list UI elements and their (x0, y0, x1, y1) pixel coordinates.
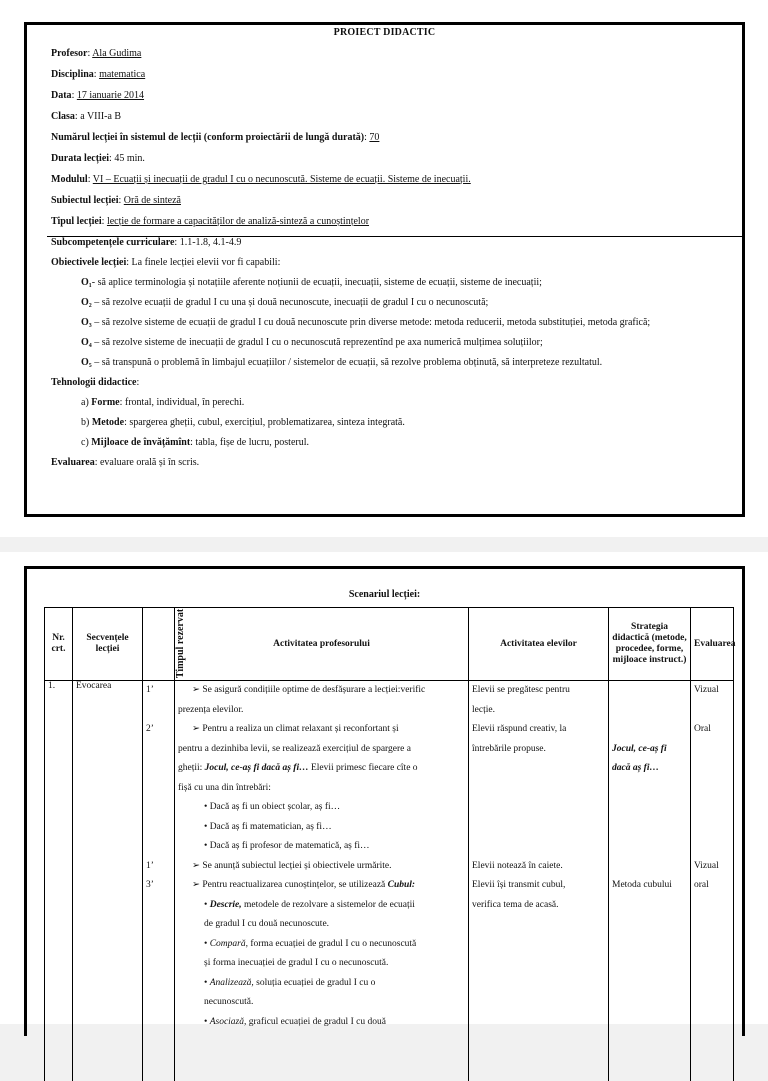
tech-label: Mijloace de învățămînt (91, 437, 190, 448)
tech-label: Metode (92, 417, 124, 428)
page-2 (0, 552, 768, 1024)
field-label: Clasa (51, 111, 75, 122)
teacher-text: Descrie, (210, 900, 242, 910)
time-line (146, 740, 171, 760)
teacher-line (178, 974, 465, 994)
teacher-line (178, 759, 465, 779)
field-line: Subiectul lecției: Oră de sinteză (51, 190, 722, 211)
evaluation-line (694, 701, 730, 721)
field-value: Ala Gudima (92, 48, 141, 59)
time-line (146, 779, 171, 799)
field-value: lecție de formare a capacităților de analiză-sinteză a cunoștințelor (107, 216, 369, 227)
evaluation-line: Oral (694, 720, 730, 740)
objectives-list (51, 273, 732, 373)
student-line: Elevii notează în caiete. (472, 857, 605, 877)
tech-item (51, 393, 732, 413)
scenario-frame (24, 566, 745, 1036)
objective-text: – să rezolve sisteme de inecuații de gradul I cu o necunoscută reprezentînd pe axa numerică mulțimea soluțiilor; (92, 337, 543, 348)
field-line: Modulul: VI – Ecuații și inecuații de gradul I cu o necunoscută. Sisteme de ecuații. Sisteme de inecuații. (51, 169, 722, 190)
tech-item (51, 413, 732, 433)
field-value: 45 min. (114, 153, 145, 164)
time-line (146, 701, 171, 721)
teacher-line (178, 993, 465, 1013)
teacher-text: Jocul, ce-aș fi dacă aș fi… (205, 763, 309, 773)
teacher-line (178, 720, 465, 740)
eval-text: : evaluare orală și în scris. (95, 457, 199, 468)
objective-item (51, 353, 732, 373)
student-line (472, 837, 605, 857)
tech-label: Tehnologii didactice (51, 377, 136, 388)
strategy-line: Jocul, ce-aș fi (612, 740, 687, 760)
objectives-heading: Obiectivele lecției: La finele lecției elevii vor fi capabili: (51, 253, 732, 273)
field-value: a VIII-a B (80, 111, 121, 122)
scenario-title: Scenariul lecției: (27, 589, 742, 600)
teacher-text: și forma inecuației de gradul I cu o necunoscută. (204, 958, 388, 968)
evaluation-line: Vizual (694, 857, 730, 877)
teacher-text: • (204, 1017, 210, 1027)
time-line: 3’ (146, 876, 171, 896)
field-value: 17 ianuarie 2014 (77, 90, 144, 101)
teacher-line (178, 779, 465, 799)
cell-teacher-activity (175, 681, 469, 1081)
field-value: VI – Ecuații și inecuații de gradul I cu o necunoscută. Sisteme de ecuații. Sisteme de inecuații. (93, 174, 471, 185)
strategy-line (612, 779, 687, 799)
strategy-line (612, 857, 687, 877)
field-label: Subiectul lecției (51, 195, 119, 206)
tech-label: Forme (91, 397, 119, 408)
strategy-line (612, 701, 687, 721)
time-line (146, 798, 171, 818)
objective-text: – să rezolve ecuații de gradul I cu una și două necunoscute, inecuații de gradul I cu o necunoscută; (92, 297, 489, 308)
field-line: Durata lecției: 45 min. (51, 148, 722, 169)
objective-text: – să transpună o problemă în limbajul ecuațiilor / sistemelor de ecuații, să rezolve problema obținută, să interpreteze rezultatul. (92, 357, 602, 368)
teacher-text: forma ecuației de gradul I cu o necunoscută (248, 939, 416, 949)
teacher-line (178, 1013, 465, 1033)
field-label: Profesor (51, 48, 87, 59)
tech-marker: c) (81, 437, 89, 448)
header-teacher-activity: Activitatea profesorului (175, 608, 469, 681)
tech-item (51, 433, 732, 453)
table-header-row (45, 608, 734, 681)
evaluation-line (694, 818, 730, 838)
teacher-line (178, 818, 465, 838)
evaluation-line (694, 740, 730, 760)
teacher-text: Analizează, (210, 978, 254, 988)
tech-text: : tabla, fișe de lucru, posterul. (190, 437, 309, 448)
student-line (472, 798, 605, 818)
header-evaluation: Evaluarea (691, 608, 734, 681)
teacher-text: gheții: (178, 763, 205, 773)
objective-item (51, 273, 732, 293)
teacher-text: ➢ Se anunță subiectul lecției și obiectivele urmărite. (192, 861, 391, 871)
student-line: Elevii răspund creativ, la (472, 720, 605, 740)
header-time (143, 608, 175, 681)
field-label: Durata lecției (51, 153, 109, 164)
strategy-line: dacă aș fi… (612, 759, 687, 779)
teacher-line (178, 896, 465, 916)
header-nr: Nr. crt. (45, 608, 73, 681)
tech-text: : frontal, individual, în perechi. (120, 397, 245, 408)
teacher-text: • Dacă aș fi matematician, aș fi… (204, 822, 332, 832)
student-line: verifica tema de acasă. (472, 896, 605, 916)
cell-sequence: Evocarea (73, 681, 143, 1081)
teacher-text: fișă cu una din întrebări: (178, 783, 271, 793)
teacher-line (178, 740, 465, 760)
separator-line (47, 236, 742, 237)
teacher-text: pentru a dezinhiba levii, se realizează exercițiul de spargere a (178, 744, 411, 754)
document-title: PROIECT DIDACTIC (27, 27, 742, 38)
student-line: lecție. (472, 701, 605, 721)
student-line: Elevii își transmit cubul, (472, 876, 605, 896)
teacher-text: ➢ Se asigură condițiile optime de desfășurare a lecției:verific (192, 685, 425, 695)
time-line (146, 759, 171, 779)
time-line: 1’ (146, 857, 171, 877)
cell-strategy (609, 681, 691, 1081)
tech-list (51, 393, 732, 453)
time-line (146, 818, 171, 838)
teacher-line (178, 876, 465, 896)
time-line: 1’ (146, 681, 171, 701)
objectives-section (51, 253, 732, 473)
objective-item (51, 313, 732, 333)
field-line: Profesor: Ala Gudima (51, 43, 722, 64)
teacher-line (178, 954, 465, 974)
objective-item (51, 293, 732, 313)
teacher-text: ➢ Pentru a realiza un climat relaxant și reconfortant și (192, 724, 399, 734)
teacher-text: Compară, (210, 939, 248, 949)
field-label: Data (51, 90, 72, 101)
strategy-line (612, 837, 687, 857)
teacher-line (178, 857, 465, 877)
evaluation-line (694, 779, 730, 799)
field-line: Tipul lecției: lecție de formare a capacităților de analiză-sinteză a cunoștințelor (51, 211, 722, 232)
field-line: Clasa: a VIII-a B (51, 106, 722, 127)
scenario-table (44, 607, 734, 1081)
teacher-text: metodele de rezolvare a sistemelor de ecuații (242, 900, 415, 910)
field-line: Disciplina: matematica (51, 64, 722, 85)
objective-code: O₂ (81, 297, 92, 308)
objective-code: O₁ (81, 277, 92, 288)
teacher-line (178, 915, 465, 935)
student-line: întrebările propuse. (472, 740, 605, 760)
teacher-text: graficul ecuației de gradul I cu două (246, 1017, 386, 1027)
teacher-text: • Dacă aș fi un obiect școlar, aș fi… (204, 802, 340, 812)
evaluation-line (694, 759, 730, 779)
objectives-label: Obiectivele lecției (51, 257, 126, 268)
teacher-text: Asociază, (210, 1017, 247, 1027)
field-label: Modulul (51, 174, 88, 185)
evaluation-line (694, 837, 730, 857)
teacher-line (178, 681, 465, 701)
header-fields (51, 43, 722, 253)
tech-text: : spargerea gheții, cubul, exercițiul, problematizarea, sinteza integrată. (124, 417, 405, 428)
tech-heading: Tehnologii didactice: (51, 373, 732, 393)
evaluation-line: Vizual (694, 681, 730, 701)
header-strategy: Strategia didactică (metode, procedee, forme, mijloace instruct.) (609, 608, 691, 681)
objective-code: O₃ (81, 317, 92, 328)
header-time-text: Timpul rezervat (175, 609, 186, 678)
teacher-text: Cubul: (388, 880, 415, 890)
objectives-intro: La finele lecției elevii vor fi capabili: (132, 257, 281, 268)
teacher-text: Elevii primesc fiecare cîte o (309, 763, 418, 773)
strategy-line (612, 681, 687, 701)
field-label: Disciplina (51, 69, 94, 80)
field-label: Tipul lecției (51, 216, 102, 227)
student-line (472, 759, 605, 779)
teacher-text: soluția ecuației de gradul I cu o (254, 978, 376, 988)
objective-code: O₄ (81, 337, 92, 348)
teacher-line (178, 701, 465, 721)
teacher-text: ➢ Pentru reactualizarea cunoștințelor, se utilizează (192, 880, 388, 890)
student-line (472, 779, 605, 799)
teacher-text: • Dacă aș fi profesor de matematică, aș fi… (204, 841, 370, 851)
header-student-activity: Activitatea elevilor (469, 608, 609, 681)
teacher-text: • (204, 939, 210, 949)
tech-marker: b) (81, 417, 89, 428)
field-value: Oră de sinteză (124, 195, 181, 206)
field-line: Subcompetențele curriculare: 1.1-1.8, 4.1-4.9 (51, 232, 722, 253)
strategy-line: Metoda cubului (612, 876, 687, 896)
teacher-text: • (204, 900, 210, 910)
field-value: 70 (369, 132, 379, 143)
table-row (45, 681, 734, 1081)
cell-evaluation (691, 681, 734, 1081)
evaluation-line (694, 798, 730, 818)
header-sequences: Secvențele lecției (73, 608, 143, 681)
student-line (472, 818, 605, 838)
strategy-line (612, 818, 687, 838)
objective-text: - să aplice terminologia și notațiile aferente noțiunii de ecuații, inecuații, sisteme de ecuații, sisteme de inecuații; (92, 277, 542, 288)
teacher-text: • (204, 978, 210, 988)
tech-marker: a) (81, 397, 89, 408)
field-line: Numărul lecției în sistemul de lecții (conform proiectării de lungă durată): 70 (51, 127, 722, 148)
field-value: 1.1-1.8, 4.1-4.9 (180, 237, 242, 248)
teacher-line (178, 798, 465, 818)
teacher-text: necunoscută. (204, 997, 253, 1007)
project-frame (24, 22, 745, 517)
teacher-text: prezența elevilor. (178, 705, 243, 715)
teacher-line (178, 935, 465, 955)
cell-time (143, 681, 175, 1081)
objective-text: – să rezolve sisteme de ecuații de gradul I cu două necunoscute prin diverse metode: metoda reducerii, metoda substituției, metoda grafică; (92, 317, 650, 328)
teacher-text: de gradul I cu două necunoscute. (204, 919, 329, 929)
objective-code: O₅ (81, 357, 92, 368)
time-line (146, 837, 171, 857)
teacher-line (178, 837, 465, 857)
time-line: 2’ (146, 720, 171, 740)
field-label: Numărul lecției în sistemul de lecții (conform proiectării de lungă durată) (51, 132, 364, 143)
strategy-line (612, 720, 687, 740)
page-1 (0, 0, 768, 537)
evaluation-line (51, 453, 732, 473)
evaluation-line: oral (694, 876, 730, 896)
cell-student-activity (469, 681, 609, 1081)
student-line: Elevii se pregătesc pentru (472, 681, 605, 701)
cell-nr: 1. (45, 681, 73, 1081)
eval-label: Evaluarea (51, 457, 95, 468)
objective-item (51, 333, 732, 353)
strategy-line (612, 798, 687, 818)
field-label: Subcompetențele curriculare (51, 237, 174, 248)
field-line: Data: 17 ianuarie 2014 (51, 85, 722, 106)
field-value: matematica (99, 69, 145, 80)
